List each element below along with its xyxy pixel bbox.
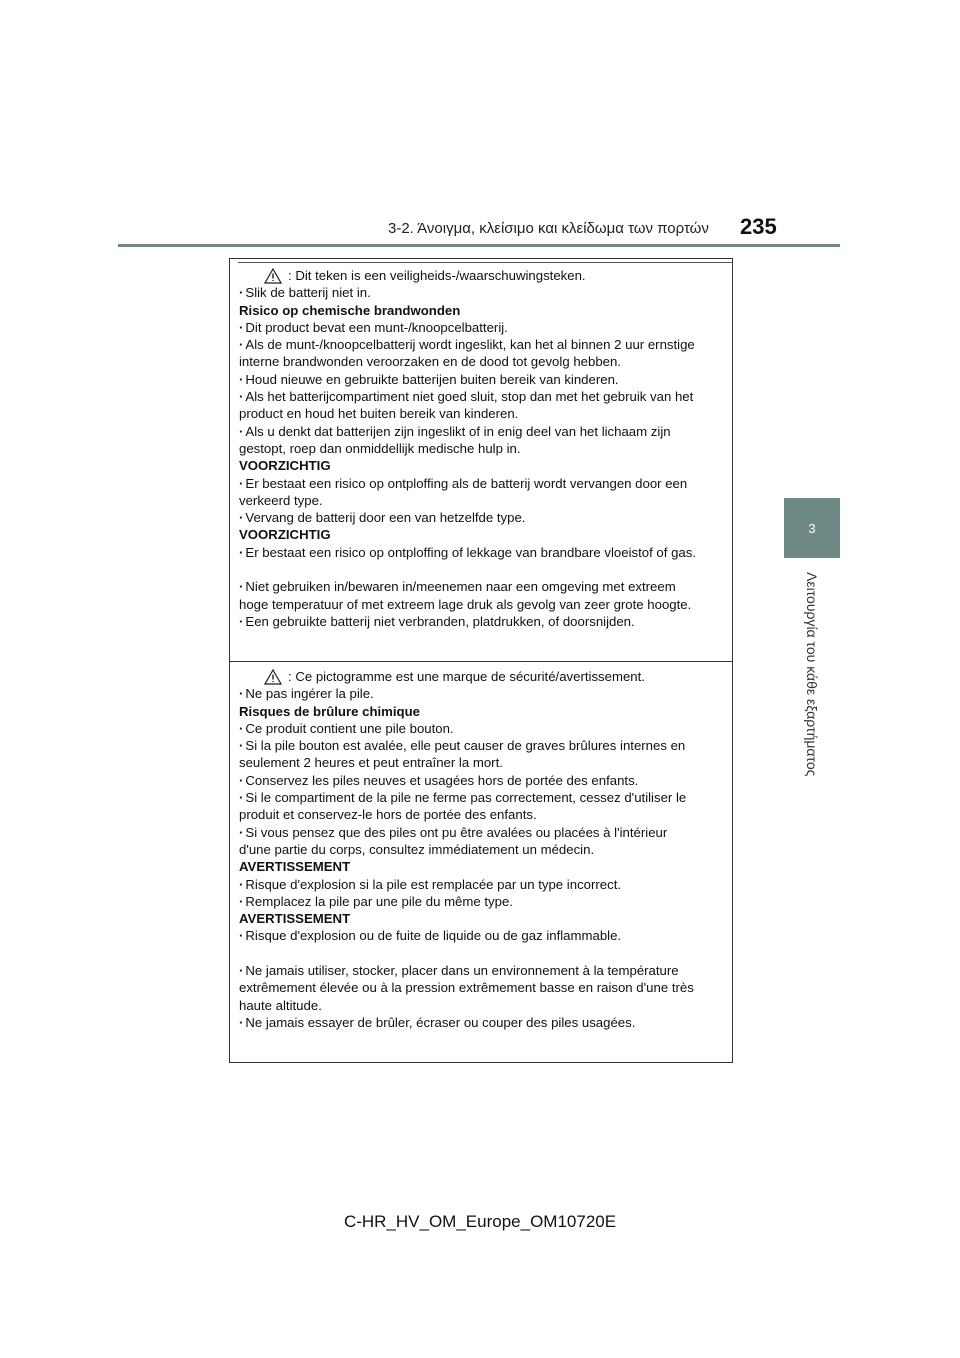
- text-line: haute altitude.: [239, 997, 322, 1013]
- bullet-item: · Remplacez la pile par une pile du même type.: [239, 893, 724, 910]
- bullet-item: · Er bestaat een risico op ontploffing of lekkage van brandbare vloeistof of gas.: [239, 544, 724, 561]
- warning-symbol-line: [239, 668, 724, 685]
- bullet-item: · Slik de batterij niet in.: [239, 284, 724, 301]
- bullet-item: · Si la pile bouton est avalée, elle peut causer de graves brûlures internes en: [239, 737, 724, 754]
- text-line: seulement 2 heures et peut entraîner la mort.: [239, 755, 503, 771]
- warning-heading: VOORZICHTIG: [239, 458, 331, 474]
- header-rule: [118, 244, 840, 247]
- bullet-item: · Ne jamais utiliser, stocker, placer dans un environnement à la température: [239, 962, 724, 979]
- bullet-item: · Niet gebruiken in/bewaren in/meenemen naar een omgeving met extreem: [239, 578, 724, 595]
- warning-symbol-line: [239, 267, 724, 284]
- dutch-warning-section: [239, 267, 724, 630]
- text-line: gestopt, roep dan onmiddellijk medische hulp in.: [239, 440, 521, 456]
- text-line: produit et conservez-le hors de portée des enfants.: [239, 807, 537, 823]
- bullet-item: · Conservez les piles neuves et usagées hors de portée des enfants.: [239, 772, 724, 789]
- warning-symbol-text: : Ce pictogramme est une marque de sécurité/avertissement.: [288, 669, 645, 684]
- warning-triangle-icon: [264, 669, 282, 685]
- bullet-item: · Als u denkt dat batterijen zijn ingeslikt of in enig deel van het lichaam zijn: [239, 423, 724, 440]
- text-line: verkeerd type.: [239, 492, 323, 508]
- bullet-item: · Houd nieuwe en gebruikte batterijen buiten bereik van kinderen.: [239, 371, 724, 388]
- bullet-item: · Als het batterijcompartiment niet goed sluit, stop dan met het gebruik van het: [239, 388, 724, 405]
- bullet-item: · Vervang de batterij door een van hetzelfde type.: [239, 509, 724, 526]
- text-line: extrêmement élevée ou à la pression extrêmement basse en raison d'une très: [239, 980, 694, 996]
- text-line: d'une partie du corps, consultez immédiatement un médecin.: [239, 841, 595, 857]
- bullet-item: · Ne jamais essayer de brûler, écraser ou couper des piles usagées.: [239, 1014, 724, 1031]
- side-tab-number: 3: [808, 520, 816, 536]
- text-line: product en houd het buiten bereik van kinderen.: [239, 406, 519, 422]
- side-tab: [784, 498, 840, 558]
- french-warning-section: [239, 668, 724, 1031]
- bullet-item: · Er bestaat een risico op ontploffing als de batterij wordt vervangen door een: [239, 475, 724, 492]
- spacer: [239, 561, 724, 578]
- footer-doc-code: C-HR_HV_OM_Europe_OM10720E: [343, 1212, 617, 1231]
- header-title: 3-2. Άνοιγμα, κλείσιμο και κλείδωμα των πορτών: [388, 220, 709, 237]
- bullet-item: · Risque d'explosion ou de fuite de liquide ou de gaz inflammable.: [239, 927, 724, 944]
- bullet-item: · Si vous pensez que des piles ont pu être avalées ou placées à l'intérieur: [239, 824, 724, 841]
- spacer: [239, 945, 724, 962]
- warning-heading: AVERTISSEMENT: [239, 859, 351, 875]
- text-line: hoge temperatuur of met extreem lage druk als gevolg van zeer grote hoogte.: [239, 596, 692, 612]
- warning-triangle-icon: [264, 268, 282, 284]
- warning-heading: Risico op chemische brandwonden: [239, 302, 461, 318]
- box-top-rule: [230, 258, 732, 259]
- bullet-item: · Een gebruikte batterij niet verbranden, platdrukken, of doorsnijden.: [239, 613, 724, 630]
- box-top-rule-inner: [238, 262, 732, 263]
- warning-label-box: [229, 258, 733, 1063]
- bullet-item: · Als de munt-/knoopcelbatterij wordt ingeslikt, kan het al binnen 2 uur ernstige: [239, 336, 724, 353]
- warning-heading: AVERTISSEMENT: [239, 911, 351, 927]
- bullet-item: · Dit product bevat een munt-/knoopcelbatterij.: [239, 319, 724, 336]
- page-number: 235: [740, 214, 777, 239]
- warning-heading: Risques de brûlure chimique: [239, 703, 420, 719]
- bullet-item: · Ne pas ingérer la pile.: [239, 685, 724, 702]
- bullet-item: · Si le compartiment de la pile ne ferme pas correctement, cessez d'utiliser le: [239, 789, 724, 806]
- text-line: interne brandwonden veroorzaken en de dood tot gevolg hebben.: [239, 354, 621, 370]
- side-caption: Λειτουργία του κάθε εξαρτήματος: [804, 572, 820, 777]
- box-divider: [230, 661, 732, 662]
- warning-symbol-text: : Dit teken is een veiligheids-/waarschuwingsteken.: [288, 268, 586, 283]
- warning-heading: VOORZICHTIG: [239, 527, 331, 543]
- bullet-item: · Ce produit contient une pile bouton.: [239, 720, 724, 737]
- bullet-item: · Risque d'explosion si la pile est remplacée par un type incorrect.: [239, 876, 724, 893]
